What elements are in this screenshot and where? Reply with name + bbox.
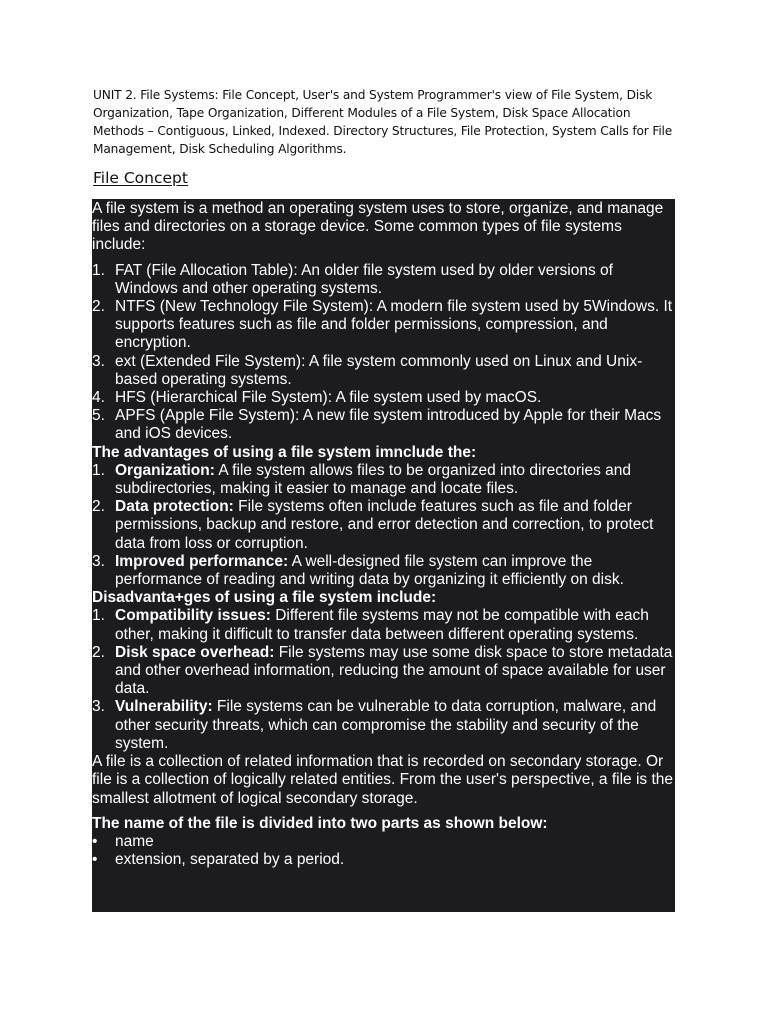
highlighted-content-block xyxy=(92,199,675,912)
disadvantages-heading: Disadvanta+ges of using a file system include: xyxy=(92,589,437,607)
advantages-heading: The advantages of using a file system imnclude the: xyxy=(92,443,477,461)
section-heading-file-concept: File Concept xyxy=(93,169,188,187)
list-item: 3. Improved performance: A well-designed file system can improve the performance of reading and writing data by organizing it efficiently on disk. xyxy=(92,552,624,589)
file-system-intro-paragraph: A file system is a method an operating system uses to store, organize, and manage files and directories on a storage device. Some common types of file systems include: xyxy=(92,200,664,254)
list-item: 2. Disk space overhead: File systems may use some disk space to store metadata and other overhead information, reducing the amount of space available for user data. xyxy=(92,643,673,698)
list-item: 5. APFS (Apple File System): A new file system introduced by Apple for their Macs and iOS devices. xyxy=(92,407,662,443)
list-item: • extension, separated by a period. xyxy=(92,851,345,869)
disadvantages-list xyxy=(92,607,675,753)
advantages-list xyxy=(92,462,675,589)
file-definition-paragraph: A file is a collection of related information that is recorded on secondary storage. Or file is a collection of logically related entities. From the user's perspective, a file is the smallest allotment of logical secondary storage. xyxy=(92,753,674,807)
list-item: 3. ext (Extended File System): A file system commonly used on Linux and Unix-based operating systems. xyxy=(92,352,643,388)
list-item: 1. FAT (File Allocation Table): An older file system used by older versions of Windows and other operating systems. xyxy=(92,261,613,297)
list-item: 2. NTFS (New Technology File System): A modern file system used by 5Windows. It supports features such as file and folder permissions, compression, and encryption. xyxy=(92,298,673,352)
list-item: • name xyxy=(92,832,154,850)
list-item: 2. Data protection: File systems often include features such as file and folder permissions, backup and restore, and error detection and correction, to protect data from loss or corruption. xyxy=(92,498,654,552)
file-name-parts-list xyxy=(92,833,675,869)
list-item: 1. Compatibility issues: Different file systems may not be compatible with each other, making it difficult to transfer data between different operating systems. xyxy=(92,607,649,643)
list-item: 3. Vulnerability: File systems can be vulnerable to data corruption, malware, and other security threats, which can compromise the stability and security of the system. xyxy=(92,698,657,752)
file-name-heading: The name of the file is divided into two parts as shown below: xyxy=(92,814,548,832)
list-item: 1. Organization: A file system allows files to be organized into directories and subdirectories, making it easier to manage and locate files. xyxy=(92,461,632,498)
list-item: 4. HFS (Hierarchical File System): A file system used by macOS. xyxy=(92,389,542,407)
file-system-types-list xyxy=(92,262,675,444)
unit-syllabus-paragraph: UNIT 2. File Systems: File Concept, User's and System Programmer's view of File System, Disk Organization, Tape Organization, Different Modules of a File System, Disk Space Allocation Methods – Contiguous, Linked, Indexed. Directory Structures, File Protection, System Calls for File Management, Disk Scheduling Algorithms. xyxy=(93,88,673,156)
